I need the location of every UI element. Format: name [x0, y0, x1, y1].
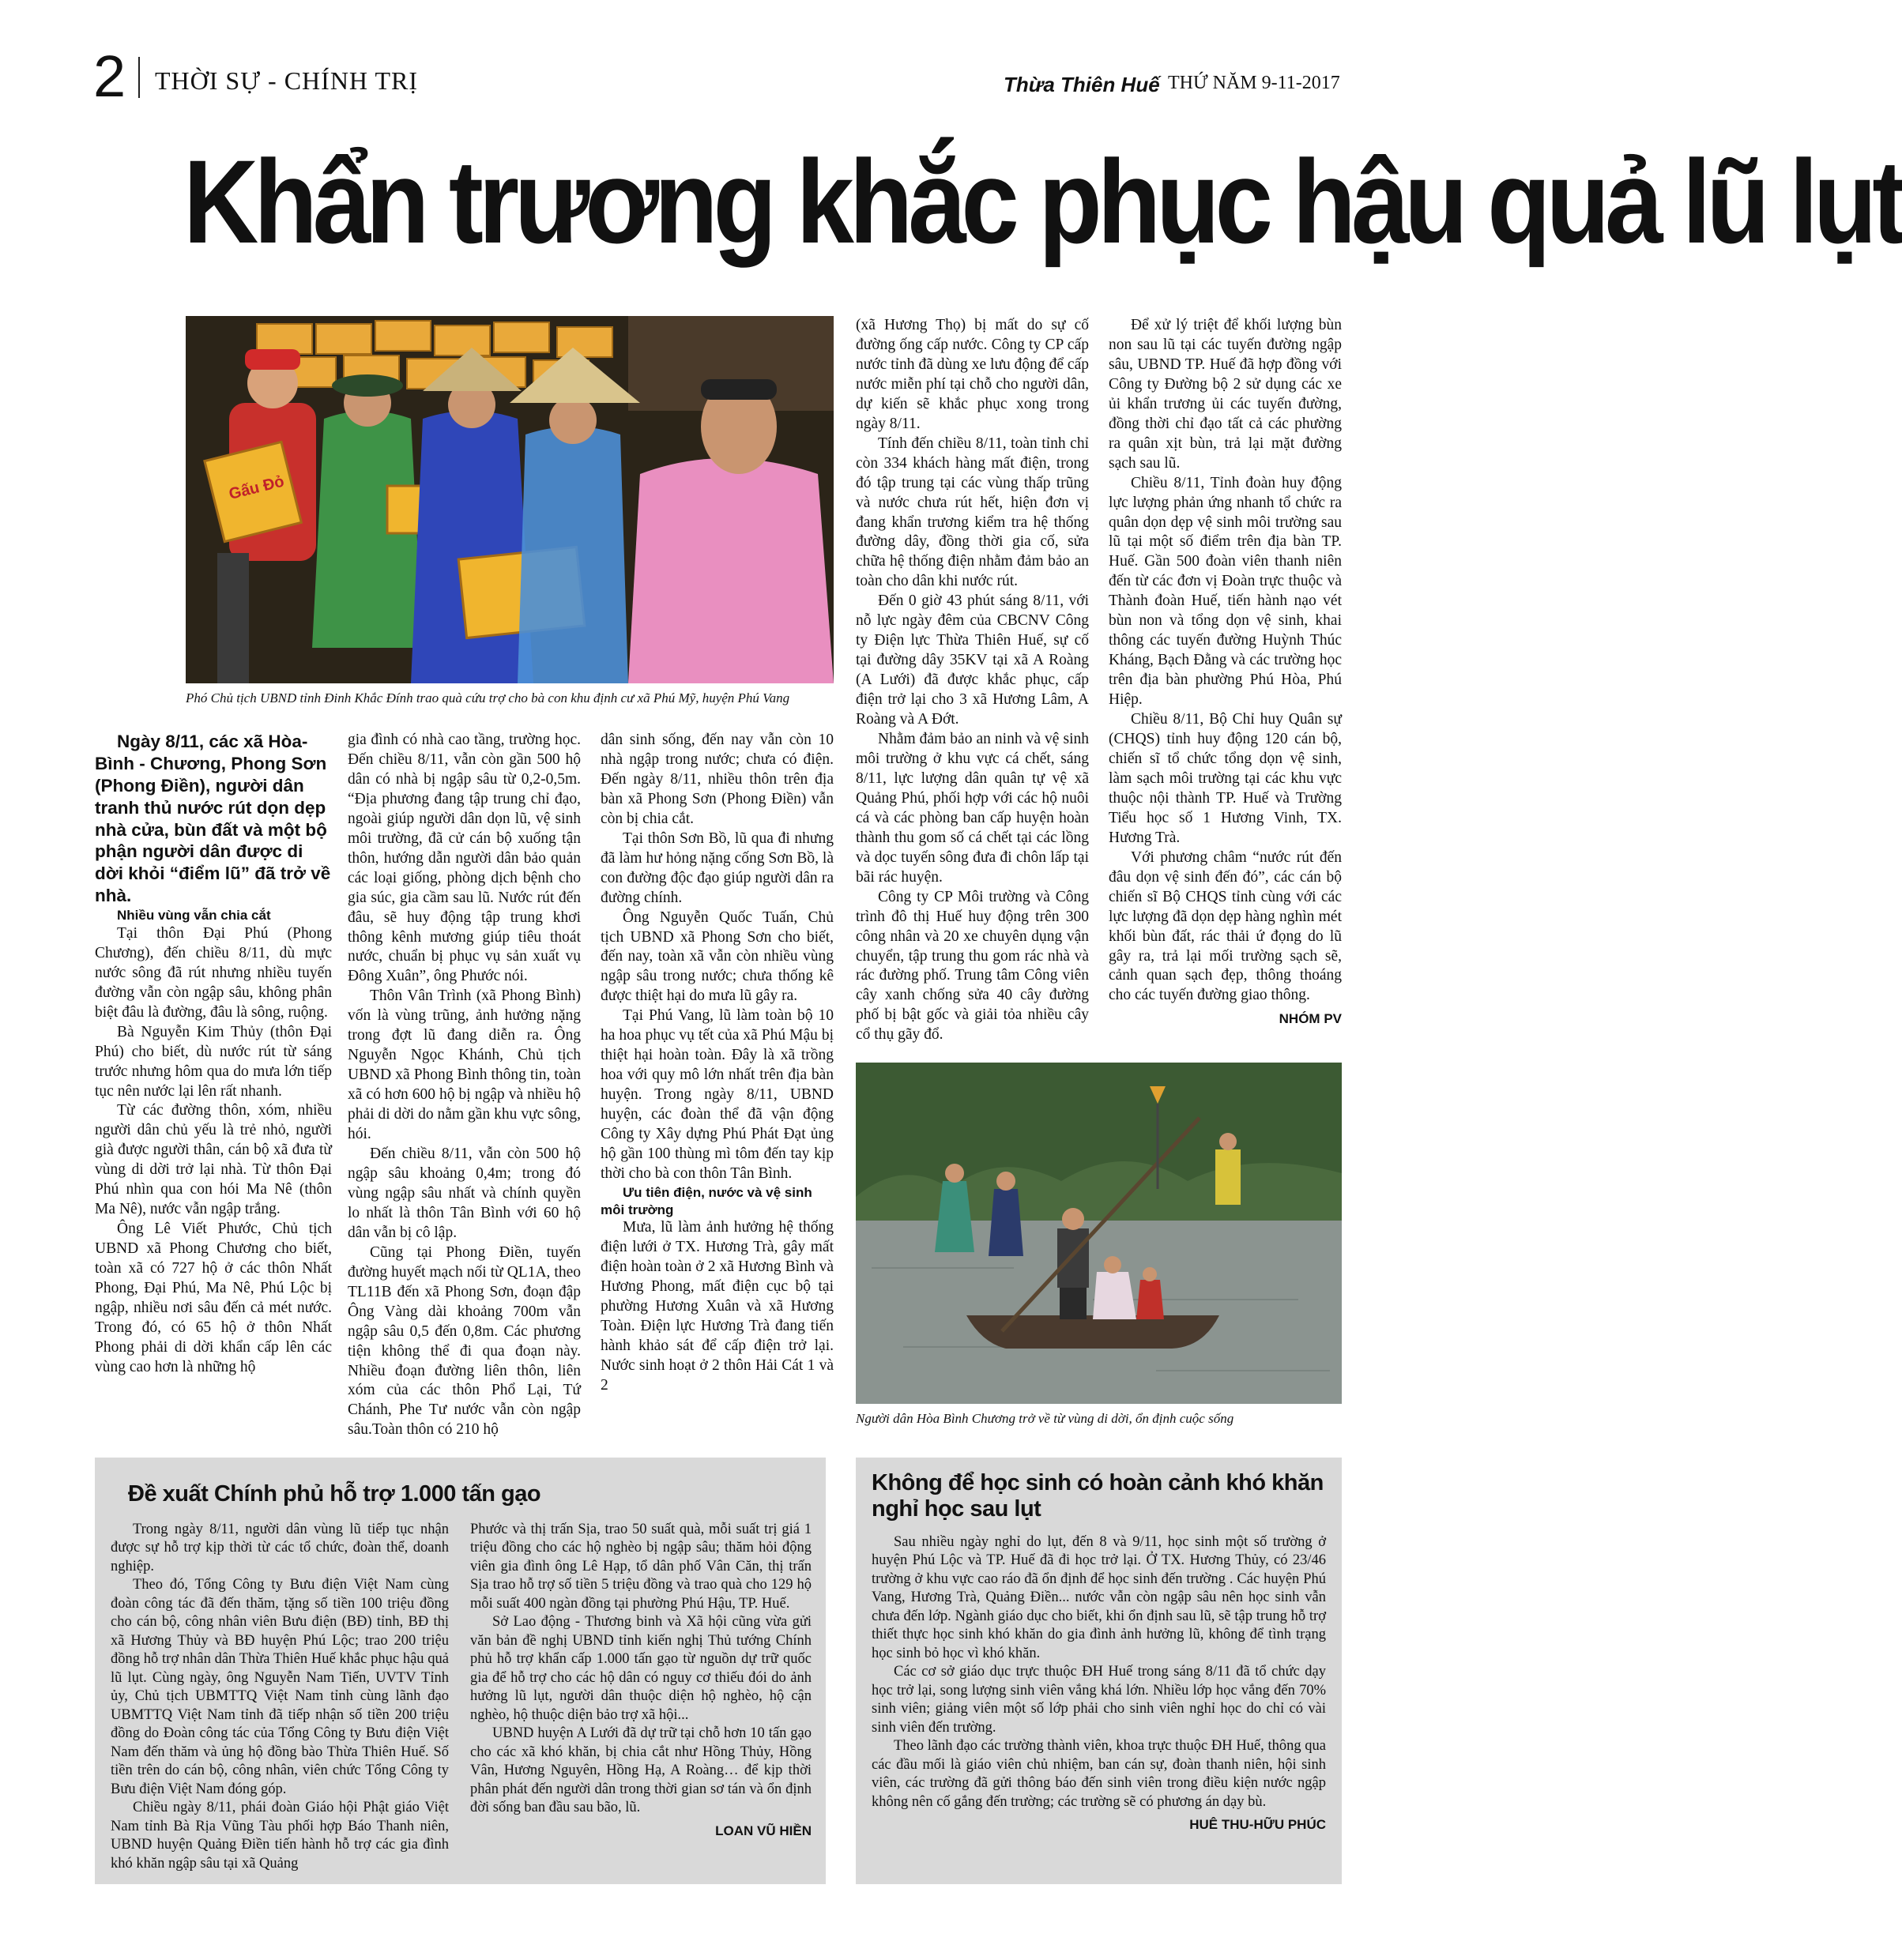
- paragraph: Sở Lao động - Thương binh và Xã hội cũng vừa gửi văn bản đề nghị UBND tỉnh kiến nghị Thủ tướng Chính phủ hỗ trợ khẩn cấp 1.000 tấn gạo từ nguồn dự trữ quốc gia để hỗ trợ cho các hộ dân có nguy cơ thiếu đói do ảnh hưởng lũ lụt, người dân thuộc diện hộ nghèo, hộ cận nghèo, hộ thuộc diện bảo trợ xã hội...: [470, 1614, 812, 1723]
- rice-support-box: [95, 1458, 826, 1884]
- paragraph: Công ty CP Môi trường và Công trình đô thị Huế huy động trên 300 công nhân và 20 xe chuyên dụng vận chuyển, tập trung thu gom rác nhà và rác đường phố. Trung tâm Công viên cây xanh chống sửa 40 cây đường phố bị bật gốc và giải tỏa nhiều cây cổ thụ gãy đổ.: [856, 888, 1089, 1044]
- rice-support-column-1: [111, 1521, 449, 1873]
- article-byline: NHÓM PV: [1279, 1011, 1342, 1027]
- paragraph: Ông Nguyễn Quốc Tuấn, Chủ tịch UBND xã Phong Sơn cho biết, đến nay, toàn xã vẫn còn nhiều vùng ngập sâu trong nước; chưa thống kê được thiệt hại do mưa lũ gây ra.: [601, 909, 834, 1005]
- paragraph: (xã Hương Thọ) bị mất do sự cố đường ống cấp nước. Công ty CP cấp nước tỉnh đã dùng xe lưu động để cấp nước miễn phí tại chỗ cho người dân, dự kiến sẽ khắc phục xong trong ngày 8/11.: [856, 317, 1089, 432]
- paragraph: Chiều ngày 8/11, phái đoàn Giáo hội Phật giáo Việt Nam tỉnh Bà Rịa Vũng Tàu phối hợp Báo Thanh niên, UBND huyện Quảng Điền tiến hành hỗ trợ các gia đình khó khăn ngập sâu tại xã Quảng: [111, 1800, 449, 1872]
- paragraph: Tính đến chiều 8/11, toàn tỉnh chỉ còn 334 khách hàng mất điện, trong đó tập trung tại các vùng thấp trũng và nước chưa rút hết, hiện đơn vị đang khẩn trương kiểm tra hệ thống đường dây, đồng thời gia cố, sửa chữa hệ thống điện nhằm đảm bảo an toàn cho dân khi nước rút.: [856, 435, 1089, 590]
- paragraph: Tại thôn Đại Phú (Phong Chương), đến chiều 8/11, dù mực nước sông đã rút nhưng nhiều tuyến đường vẫn còn ngập sâu, không phân biệt đâu là đường, đâu là sông, ruộng.: [95, 924, 332, 1021]
- paragraph: Tại thôn Sơn Bồ, lũ qua đi nhưng đã làm hư hỏng nặng cống Sơn Bồ, là con đường độc đạo giúp người dân ra đường chính.: [601, 830, 834, 906]
- paragraph: Bà Nguyễn Kim Thủy (thôn Đại Phú) cho biết, dù nước rút từ sáng trước nhưng hôm qua do mưa lớn tiếp tục nên nước lại lên rất nhanh.: [95, 1023, 332, 1100]
- photo-relief-distribution: [186, 316, 834, 683]
- paragraph: Ông Lê Viết Phước, Chủ tịch UBND xã Phong Chương cho biết, toàn xã có 727 hộ ở các thôn Nhất Phong, Đại Phú, Ma Nê, Phú Lộc bị ngập, nhiều nơi sâu đến cả mét nước. Trong đó, có 65 hộ ở thôn Nhất Phong phải di dời khẩn cấp lên các vùng cao hơn là những hộ: [95, 1221, 332, 1375]
- paragraph: dân sinh sống, đến nay vẫn còn 10 nhà ngập trong nước; chưa có điện. Đến ngày 8/11, nhiều thôn trên địa bàn xã Phong Sơn (Phong Điền) vẫn còn bị chia cắt.: [601, 732, 834, 827]
- photo2-caption: Người dân Hòa Bình Chương trở về từ vùng di dời, ổn định cuộc sống: [856, 1411, 1234, 1426]
- photo-boat-return: [856, 1063, 1342, 1404]
- paragraph: Đến 0 giờ 43 phút sáng 8/11, với nỗ lực ngày đêm của CBCNV Công ty Điện lực Thừa Thiên Huế, sự cố tại đường dây 35KV tại xã A Roàng (A Lưới) đã được khắc phục, cấp điện trở lại cho 3 xã Hương Lâm, A Roàng và A Đớt.: [856, 593, 1089, 728]
- students-support-byline: HUÊ THU-HỮU PHÚC: [1189, 1817, 1326, 1833]
- paragraph: Sau nhiều ngày nghỉ do lụt, đến 8 và 9/11, học sinh một số trường ở huyện Phú Lộc và TP. Huế đã đi học trở lại. Ở TX. Hương Thủy, có 23/46 trường ở khu vực cao ráo đã ổn định để học sinh đến trường . Các huyện Phú Vang, Hương Trà, Quảng Điền... nước vẫn còn ngập sâu nên học sinh vẫn chưa đến lớp. Ngành giáo dục cho biết, khi ổn định sau lũ, sẽ tập trung hỗ trợ thiết thực học sinh khó khăn do gia đình ảnh hưởng lũ, không để tình trạng học sinh bỏ học vì khó khăn.: [872, 1534, 1326, 1661]
- subhead-divided-areas: Nhiều vùng vẫn chia cắt: [117, 908, 271, 924]
- article-column-2: [348, 731, 581, 1440]
- paragraph: Với phương châm “nước rút đến đâu dọn vệ sinh đến đó”, các cán bộ chiến sĩ Bộ CHQS tỉnh cùng với các lực lượng đã dọn dẹp hàng nghìn mét khối bùn đất, rác thải ứ đọng do lũ gây ra, trả lại mối trường sạch sẽ, cảnh quan sạch đẹp, thông thoáng cho các tuyến đường giao thông.: [1109, 848, 1342, 1004]
- article-column-5: [1109, 316, 1342, 1028]
- article-column-3: [601, 731, 834, 1396]
- paragraph: Mưa, lũ làm ảnh hưởng hệ thống điện lưới ở TX. Hương Trà, gây mất điện hoàn toàn ở 2 xã Hương Bình và Hương Phong, mất điện cục bộ tại phường Hương Xuân và xã Hương Toàn. Điện lực Hương Trà đang tiến hành khảo sát để cấp điện trở lại. Nước sinh hoạt ở 2 thôn Hải Cát 1 và 2: [601, 1219, 834, 1394]
- rice-support-byline: LOAN VŨ HIỀN: [715, 1823, 812, 1838]
- headline: Khẩn trương khắc phục hậu quả lũ lụt: [183, 135, 1902, 268]
- article-lead: Ngày 8/11, các xã Hòa-Bình - Chương, Phong Sơn (Phong Điền), người dân tranh thủ nước rút dọn dẹp nhà cửa, bùn đất và một bộ phận người dân được di dời khỏi “điểm lũ” đã trở về nhà.: [95, 732, 331, 906]
- paragraph: Từ các đường thôn, xóm, nhiều người dân chủ yếu là trẻ nhỏ, người già được người thân, cán bộ xã đưa từ vùng di dời trở lại nhà. Từ thôn Đại Phú nhìn qua con hói Ma Nê (thôn Ma Nê), nước vẫn ngập trắng.: [95, 1102, 332, 1218]
- paragraph: Trong ngày 8/11, người dân vùng lũ tiếp tục nhận được sự hỗ trợ kịp thời từ các tổ chức, đoàn thể, doanh nghiệp.: [111, 1522, 449, 1574]
- issue-date: THỨ NĂM 9-11-2017: [1168, 73, 1340, 93]
- photo1-caption: Phó Chủ tịch UBND tỉnh Đinh Khắc Đính trao quà cứu trợ cho bà con khu định cư xã Phú Mỹ, huyện Phú Vang: [186, 690, 790, 705]
- paragraph: Nhằm đảm bảo an ninh và vệ sinh môi trường ở khu vực cá chết, sáng 8/11, lực lượng dân quân tự vệ xã Quảng Phú, phối hợp với các hộ nuôi cá và các phòng ban cấp huyện hoàn thành thu gom số cá chết tại các lồng và dọc tuyến sông đưa đi chôn lấp tại bãi rác huyện.: [856, 731, 1089, 886]
- students-support-box: [856, 1458, 1342, 1884]
- article-column-1: [95, 731, 332, 1378]
- header-divider: [138, 57, 140, 98]
- paragraph: Để xử lý triệt để khối lượng bùn non sau lũ tại các tuyến đường ngập sâu, UBND TP. Huế đã hợp đồng với Công ty Đường bộ 2 sử dụng các xe ủi khẩn trương ủi các tuyến đường, đồng thời chỉ đạo tất cả các phường ra quân xịt bùn, trả lại mặt đường sạch sau lũ.: [1109, 317, 1342, 472]
- paragraph: Đến chiều 8/11, vẫn còn 500 hộ ngập sâu khoảng 0,4m; trong đó vùng ngập sâu nhất và chính quyền lo nhất là thôn Tân Bình với 60 hộ dân vẫn bị cô lập.: [348, 1146, 581, 1241]
- paragraph: Chiều 8/11, Tỉnh đoàn huy động lực lượng phản ứng nhanh tổ chức ra quân dọn dẹp vệ sinh môi trường sau lũ tại một số điểm trên địa bàn TP. Huế. Gần 500 đoàn viên thanh niên đến từ các đơn vị Đoàn trực thuộc và Thành đoàn Huế, tiến hành nạo vét bùn non và tổng dọn vệ sinh, khai thông các tuyến đường Huỳnh Thúc Kháng, Bạch Đằng và các trường học trên địa bàn phường Phú Hòa, Phú Hiệp.: [1109, 474, 1342, 709]
- rice-support-title: Đề xuất Chính phủ hỗ trợ 1.000 tấn gạo: [128, 1481, 541, 1507]
- paragraph: Chiều 8/11, Bộ Chỉ huy Quân sự (CHQS) tỉnh huy động 120 cán bộ, chiến sĩ tổ chức tổng dọn vệ sinh, làm sạch môi trường tại các khu vực thuộc nội thành TP. Huế và Trường Tiểu học số 1 Hương Vinh, TX. Hương Trà.: [1109, 711, 1342, 846]
- article-column-4: [856, 316, 1089, 1045]
- relief-scene-illustration: [186, 316, 834, 683]
- page-number: 2: [93, 43, 126, 109]
- boat-scene-illustration: [856, 1063, 1342, 1404]
- paragraph: Cũng tại Phong Điền, tuyến đường huyết mạch nối từ QL1A, theo TL11B đến xã Phong Sơn, đoạn đập Ông Vàng dài khoảng 700m vẫn ngập sâu 0,5 đến 0,8m. Các phương tiện không thể đi qua đoạn này. Nhiều đoạn đường liên thôn, liên xóm của các thôn Phổ Lại, Tứ Chánh, Phe Tư nước vẫn còn ngập sâu.Toàn thôn có 210 hộ: [348, 1243, 581, 1439]
- paragraph: Phước và thị trấn Sịa, trao 50 suất quà, mỗi suất trị giá 1 triệu đồng cho các hộ nghèo bị ngập sâu; thăm hỏi động viên gia đình ông Lê Hạp, tổ dân phố Vân Căn, thị trấn Sịa trao hỗ trợ số tiền 5 triệu đồng và trao quà cho 129 hộ mỗi suất 400 ngàn đồng tại phường Phú Hậu, TP. Huế.: [470, 1522, 812, 1612]
- section-title: THỜI SỰ - CHÍNH TRỊ: [155, 66, 418, 95]
- students-support-title: Không để học sinh có hoàn cảnh khó khăn nghỉ học sau lụt: [872, 1470, 1324, 1522]
- paragraph: Theo lãnh đạo các trường thành viên, khoa trực thuộc ĐH Huế, thông qua các đầu mối là giáo viên chủ nhiệm, ban cán sự, đoàn thanh niên, hội sinh viên, các trường đã gửi thông báo đến sinh viên trong điều kiện nước ngập không nên cố gắng đến trường; các trường sẽ có phương án dạy bù.: [872, 1738, 1326, 1810]
- students-support-body: [872, 1533, 1326, 1834]
- paragraph: UBND huyện A Lưới đã dự trữ tại chỗ hơn 10 tấn gạo cho các xã khó khăn, bị chia cắt như Hồng Thủy, Hồng Vân, Hương Nguyên, Hồng Hạ, A Roàng… để kịp thời phân phát đến người dân trong thời gian sơ tán và ổn định đời sống ban đầu sau bão, lũ.: [470, 1725, 812, 1816]
- rice-support-column-2: [470, 1521, 812, 1839]
- paragraph: Theo đó, Tổng Công ty Bưu điện Việt Nam cùng đoàn công tác đã đến thăm, tặng số tiền 100 triệu đồng cho cán bộ, công nhân viên Bưu điện (BĐ) tỉnh, BĐ thị xã Hương Thủy và BĐ huyện Phú Lộc; trao 200 triệu đồng hỗ trợ nhân dân Thừa Thiên Huế khắc phục hậu quả lũ lụt. Cùng ngày, ông Nguyễn Nam Tiến, UVTV Tỉnh ủy, Chủ tịch UBMTTQ Việt Nam tỉnh cùng lãnh đạo UBMTTQ Việt Nam tỉnh đã tiếp nhận số tiền 200 triệu đồng do Đoàn công tác của Tổng Công ty Bưu điện Việt Nam đến thăm và ủng hộ đồng bào Thừa Thiên Huế. Số tiền trên do cán bộ, công nhân, viên chức Tổng Công ty Bưu điện Việt Nam đóng góp.: [111, 1577, 449, 1797]
- paragraph: Thôn Vân Trình (xã Phong Bình) vốn là vùng trũng, ảnh hưởng nặng trong đợt lũ đang diễn ra. Ông Nguyễn Ngọc Khánh, Chủ tịch UBND xã Phong Bình thông tin, toàn xã có hơn 600 hộ bị ngập và nhiều hộ phải di dời do nằm gần khu vực sông, hói.: [348, 988, 581, 1143]
- paragraph: gia đình có nhà cao tầng, trường học. Đến chiều 8/11, vẫn còn gần 500 hộ dân có nhà bị ngập sâu từ 0,2-0,5m. “Địa phương đang tập trung chỉ đạo, ngoài giúp người dân dọn lũ, vệ sinh môi trường, đã cử cán bộ xuống tận thôn, hướng dẫn người dân bảo quản các loại giống, phòng dịch bệnh cho gia súc, gia cầm sau lũ. Nước rút đến đâu, sẽ huy động tập trung khơi thông kênh mương giúp tiêu thoát nước, chuẩn bị phục vụ sản xuất vụ Đông Xuân”, ông Phước nói.: [348, 732, 581, 985]
- box-label-1: Gấu Đỏ: [227, 472, 286, 504]
- paragraph: Tại Phú Vang, lũ làm toàn bộ 10 ha hoa phục vụ tết của xã Phú Mậu bị thiệt hại hoàn toàn. Đây là xã trồng hoa với quy mô lớn nhất trên địa bàn huyện. Trong ngày 8/11, UBND huyện, các đoàn thể đã vận động Công ty Xây dựng Phú Phát Đạt ủng hộ gần 100 thùng mì tôm đến tay kịp thời cho bà con thôn Tân Bình.: [601, 1007, 834, 1182]
- paragraph: Các cơ sở giáo dục trực thuộc ĐH Huế trong sáng 8/11 đã tổ chức dạy học trở lại, song lượng sinh viên vắng khá lớn. Nhiều lớp học vắng đến 70% sinh viên; giảng viên một số lớp phải cho sinh viên nghỉ học do chỉ có vài sinh viên đến trường.: [872, 1664, 1326, 1736]
- subhead-power-water: Ưu tiên điện, nước và vệ sinh môi trường: [601, 1184, 812, 1217]
- publication-name: Thừa Thiên Huế: [1004, 73, 1160, 96]
